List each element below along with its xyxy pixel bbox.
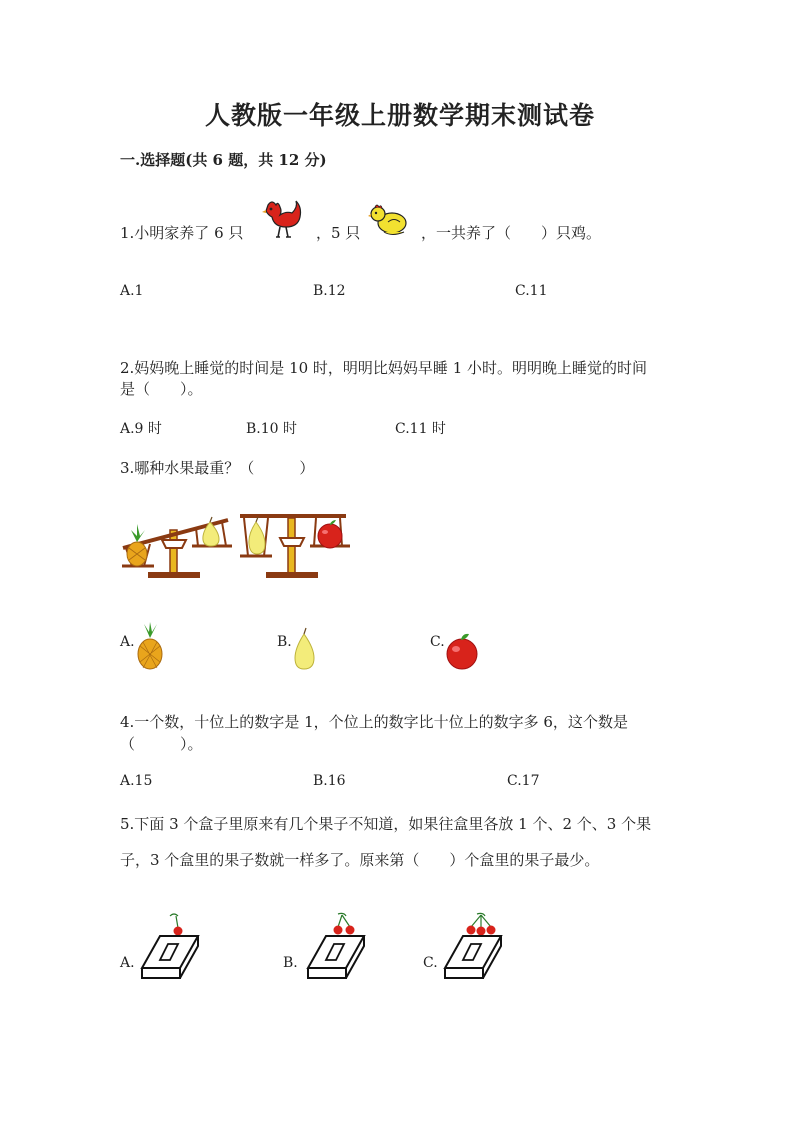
q3-option-a[interactable]: A.	[120, 634, 135, 650]
q3-option-b[interactable]: B.	[277, 634, 292, 650]
q4-option-a[interactable]: A.15	[120, 773, 153, 789]
box-with-one-cherry-icon	[140, 912, 204, 984]
q2-option-a[interactable]: A.9 时	[120, 421, 162, 437]
apple-icon	[445, 632, 479, 670]
q5-option-c[interactable]: C.	[423, 955, 438, 971]
q4-option-c[interactable]: C.17	[507, 773, 540, 789]
page-title: 人教版一年级上册数学期末测试卷	[204, 101, 595, 130]
q2-option-c[interactable]: C.11 时	[395, 421, 446, 437]
q4-text-line1: 4.一个数，十位上的数字是 1，个位上的数字比十位上的数字多 6，这个数是	[120, 713, 628, 731]
balance-scale-1	[118, 508, 238, 583]
box-with-two-cherries-icon	[306, 912, 370, 984]
section-heading: 一.选择题(共 6 题，共 12 分)	[120, 151, 327, 169]
pineapple-icon	[135, 622, 165, 670]
q1-option-c[interactable]: C.11	[515, 283, 548, 299]
q5-text-line2: 子，3 个盒里的果子数就一样多了。原来第（ ）个盒里的果子最少。	[120, 851, 600, 869]
q5-text-line1: 5.下面 3 个盒子里原来有几个果子不知道，如果往盒里各放 1 个、2 个、3 个果	[120, 815, 652, 833]
rooster-icon	[262, 197, 304, 239]
balance-scale-2	[236, 508, 356, 583]
pear-icon	[289, 628, 319, 670]
q2-text-line1: 2.妈妈晚上睡觉的时间是 10 时，明明比妈妈早睡 1 小时。明明晚上睡觉的时间	[120, 359, 648, 377]
q1-text-part1: 1.小明家养了 6 只	[120, 224, 244, 242]
hen-icon	[368, 203, 410, 239]
box-with-three-cherries-icon	[443, 912, 507, 984]
q3-text: 3.哪种水果最重？（ ）	[120, 459, 315, 477]
q4-text-line2: （ ）。	[120, 735, 203, 753]
q1-option-a[interactable]: A.1	[120, 283, 144, 299]
q4-option-b[interactable]: B.16	[313, 773, 346, 789]
q3-option-c[interactable]: C.	[430, 634, 445, 650]
q2-text-line2: 是（ ）。	[120, 380, 203, 398]
q5-option-b[interactable]: B.	[283, 955, 298, 971]
q1-text-part3: ，一共养了（ ）只鸡。	[421, 224, 602, 242]
q2-option-b[interactable]: B.10 时	[246, 421, 298, 437]
q1-text-part2: ，5 只	[316, 224, 361, 242]
q5-option-a[interactable]: A.	[120, 955, 135, 971]
q1-option-b[interactable]: B.12	[313, 283, 346, 299]
